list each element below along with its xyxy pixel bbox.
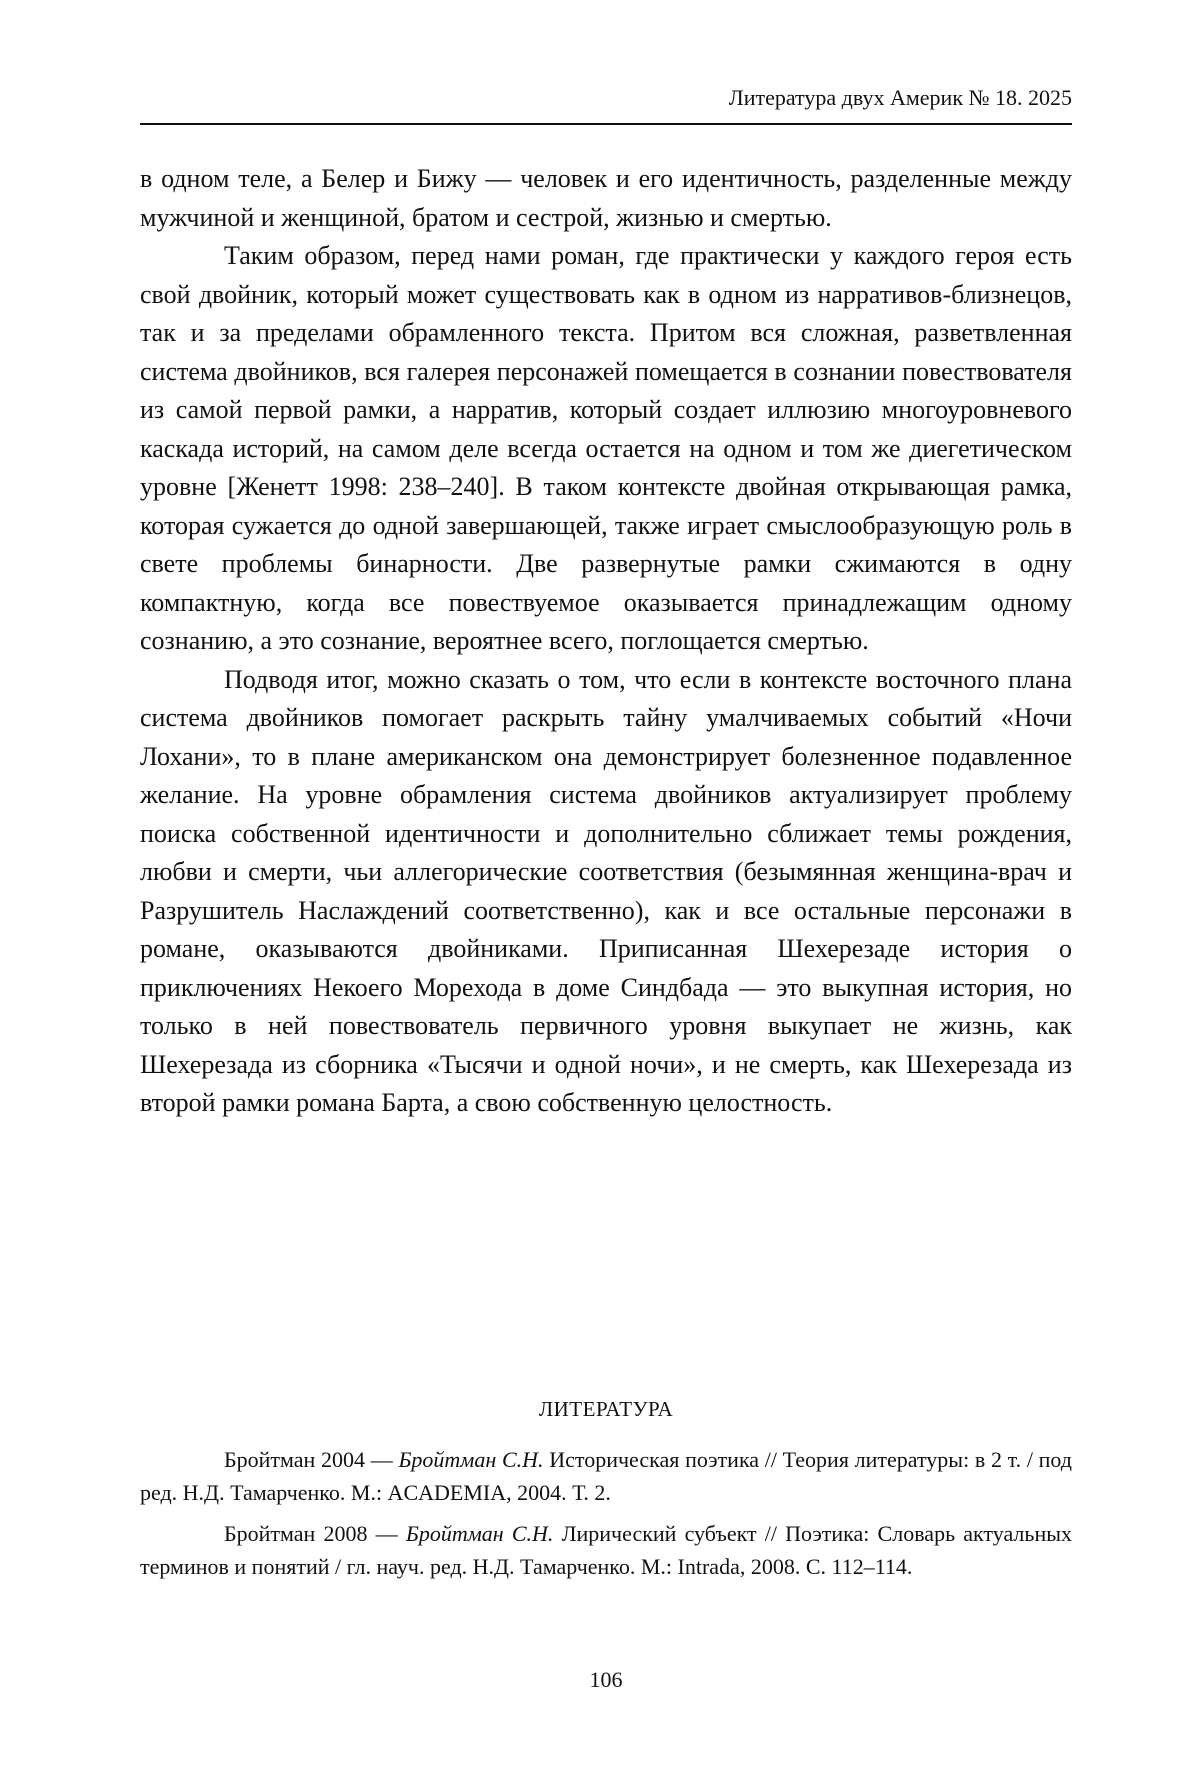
references-section	[140, 1395, 1072, 1591]
body-text	[140, 160, 1072, 1123]
reference-entry	[140, 1443, 1072, 1509]
running-head: Литература двух Америк № 18. 2025	[728, 85, 1072, 110]
references-heading: ЛИТЕРАТУРА	[538, 1397, 674, 1421]
reference-entry	[140, 1517, 1072, 1583]
reference-details: Лирический субъект // Поэтика: Словарь актуальных терминов и понятий / гл. науч. ред. Н.Д. Тамарченко. М.: Intrada, 2008. С. 112–114.	[140, 1521, 1072, 1579]
paragraph: Таким образом, перед нами роман, где практически у каждого героя есть свой двойник, который может существовать как в одном из нарративов-близнецов, так и за пределами обрамленного текста. Притом вся сложная, разветвленная система двойников, вся галерея персонажей помещается в сознании повествователя из самой первой рамки, а нарратив, который создает иллюзию многоуровневого каскада историй, на самом деле всегда остается на одном и том же диегетическом уровне [Женетт 1998: 238–240]. В таком контексте двойная открывающая рамка, которая сужается до одной завершающей, также играет смыслообразующую роль в свете проблемы бинарности. Две развернутые рамки сжимаются в одну компактную, когда все повествуемое оказывается принадлежащим одному сознанию, а это сознание, вероятнее всего, поглощается смертью.	[140, 241, 1072, 655]
page-number: 106	[589, 1667, 623, 1692]
paragraph: Подводя итог, можно сказать о том, что если в контексте восточного плана система двойников помогает раскрыть тайну умалчиваемых событий «Ночи Лохани», то в плане американском она демонстрирует болезненное подавленное желание. На уровне обрамления система двойников актуализирует проблему поиска собственной идентичности и дополнительно сближает темы рождения, любви и смерти, чьи аллегорические соответствия (безымянная женщина-врач и Разрушитель Наслаждений соответственно), как и все остальные персонажи в романе, оказываются двойниками. Приписанная Шехерезаде история о приключениях Некоего Морехода в доме Синдбада — это выкупная история, но только в ней повествователь первичного уровня выкупает не жизнь, как Шехерезада из сборника «Тысячи и одной ночи», и не смерть, как Шехерезада из второй рамки романа Барта, а свою собственную целостность.	[140, 664, 1072, 1117]
paragraph-continuation: в одном теле, а Белер и Бижу — человек и его идентичность, разделенные между мужчиной и женщиной, братом и сестрой, жизнью и смертью.	[140, 164, 1072, 232]
reference-author: Бройтман С.Н.	[398, 1447, 544, 1472]
reference-details: Историческая поэтика // Теория литературы: в 2 т. / под ред. Н.Д. Тамарченко. М.: ACADEMIA, 2004. Т. 2.	[140, 1447, 1072, 1505]
reference-key: Бройтман 2008 —	[224, 1521, 398, 1546]
reference-author: Бройтман С.Н.	[405, 1521, 554, 1546]
header-rule	[140, 123, 1072, 125]
reference-key: Бройтман 2004 —	[224, 1447, 393, 1472]
